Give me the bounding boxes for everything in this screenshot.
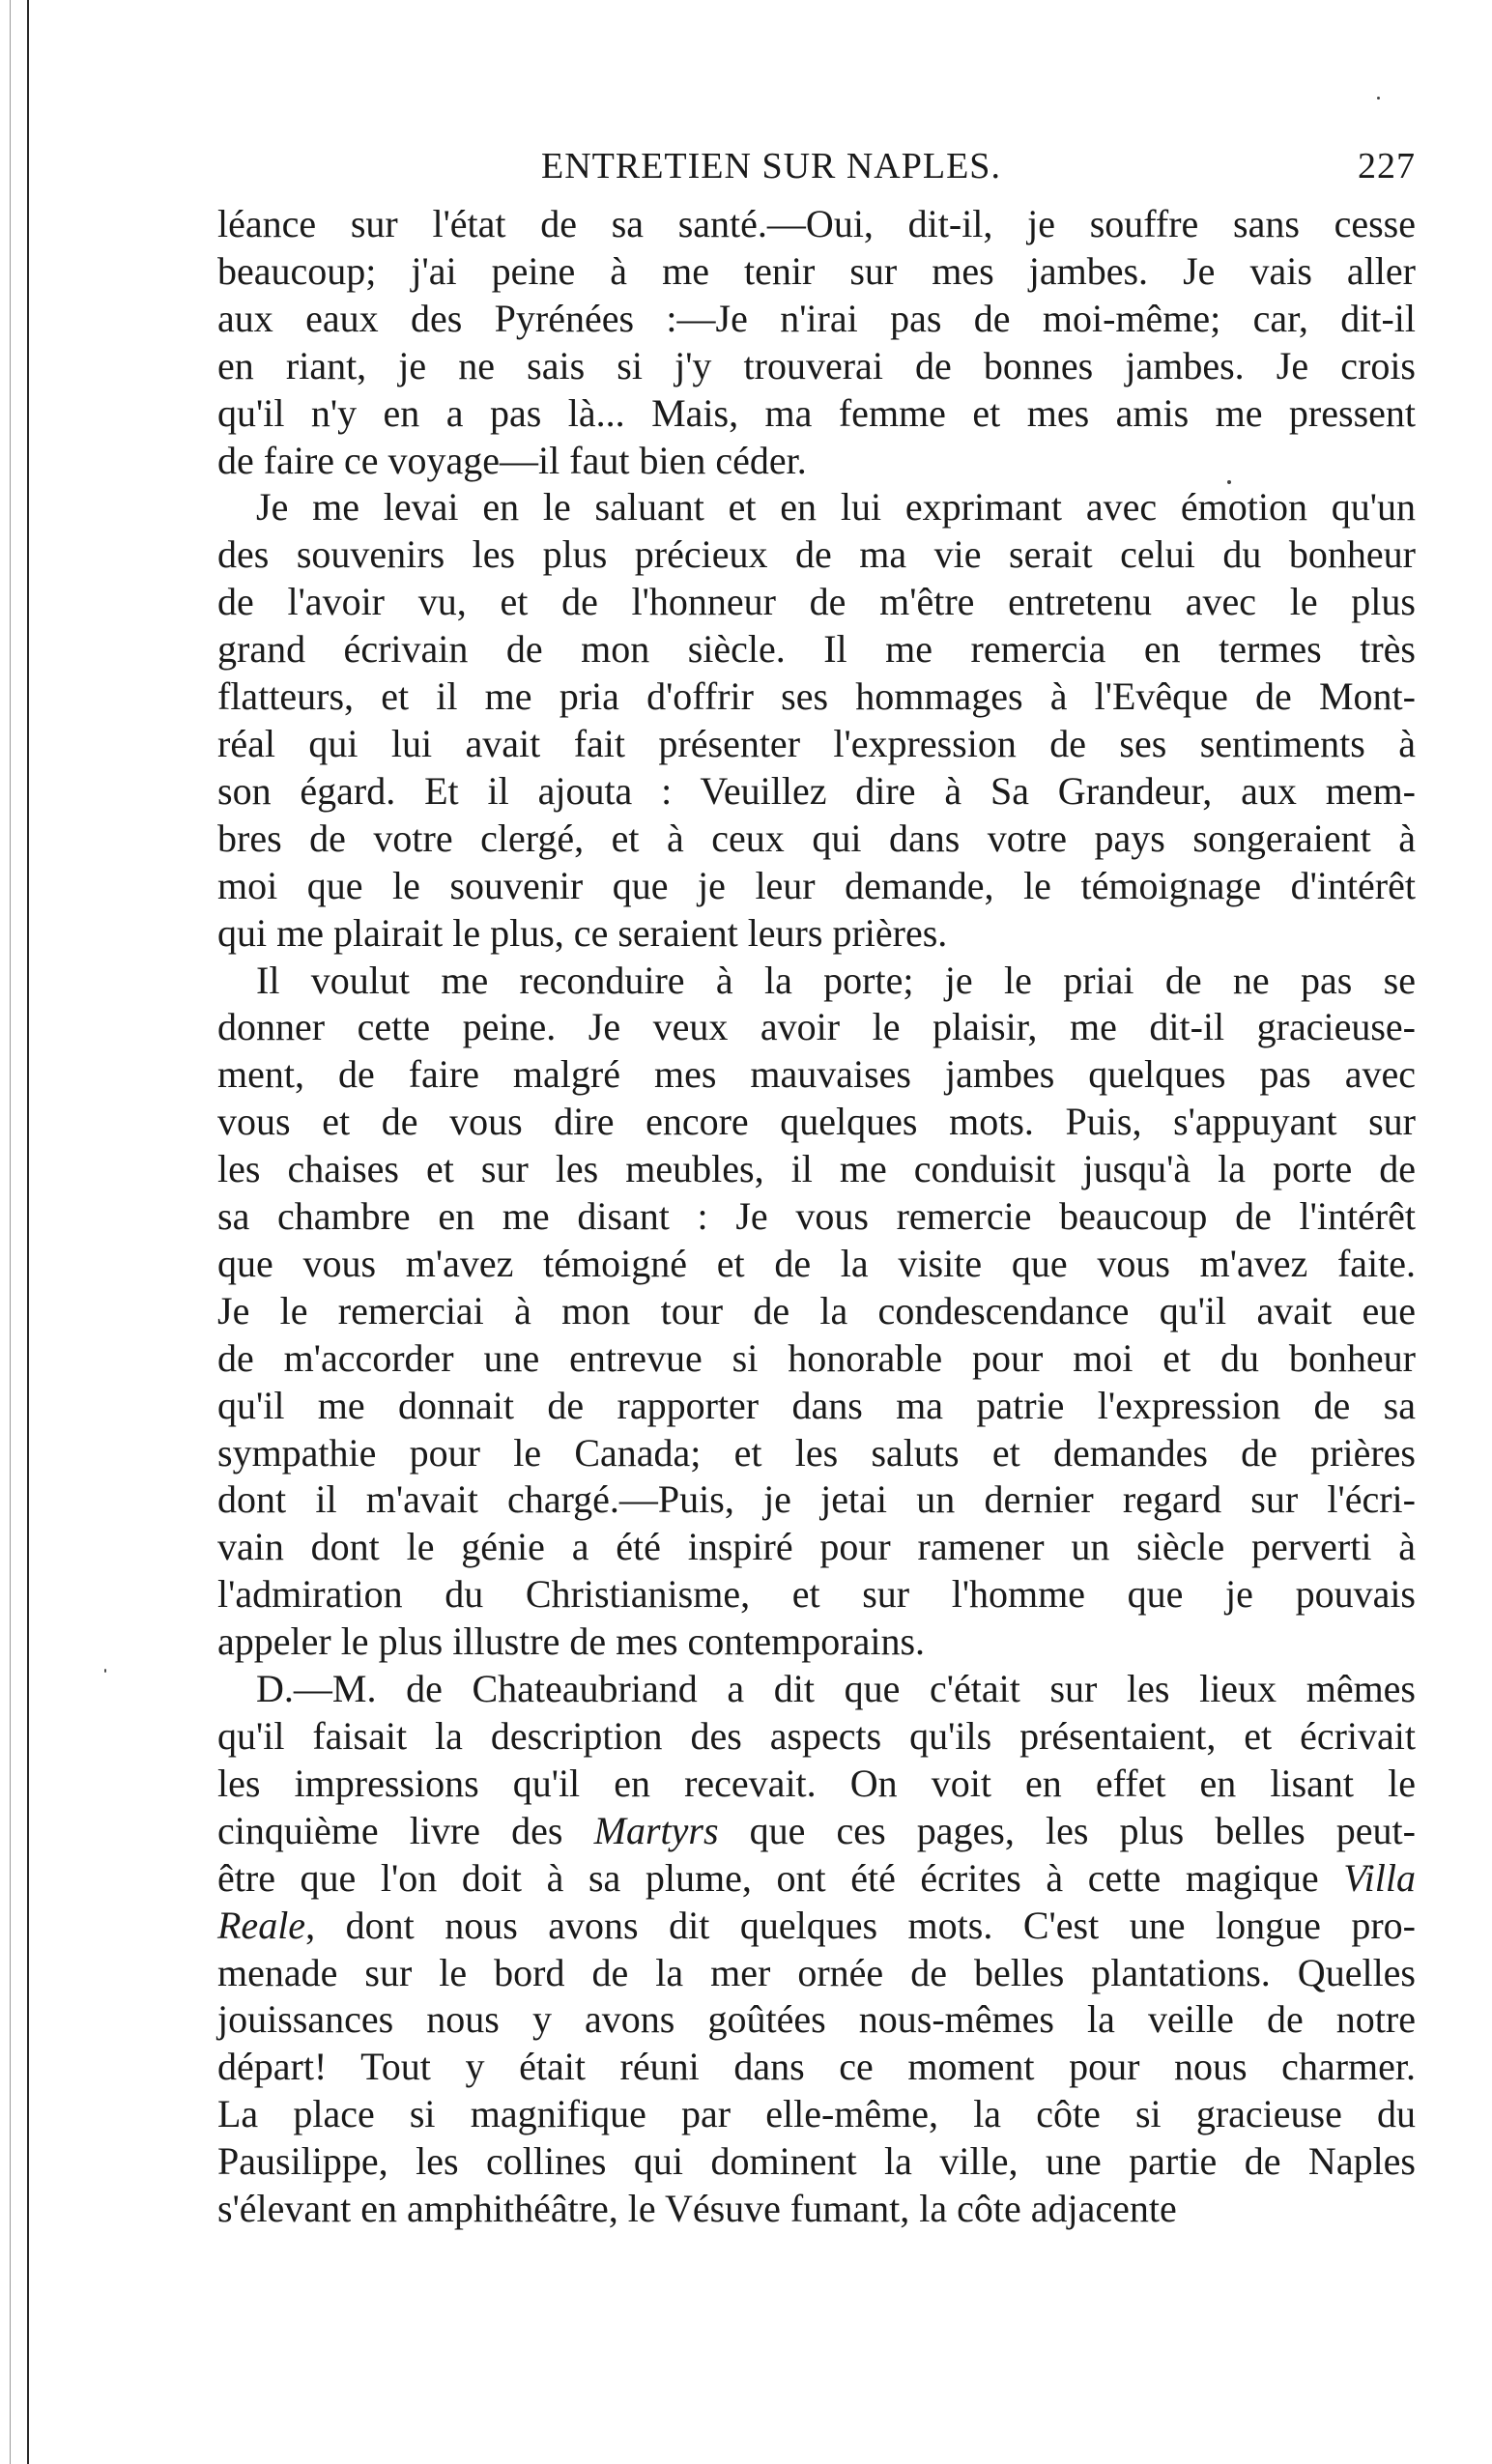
text-line: sympathie pour le Canada; et les saluts et demandes de prières — [217, 1430, 1416, 1475]
text-line: ment, de faire malgré mes mauvaises jambes quelques pas avec — [217, 1052, 1416, 1097]
print-speck — [1377, 97, 1380, 100]
text-line: La place si magnifique par elle-même, la côte si gracieuse du — [217, 2092, 1416, 2136]
text-line: qu'il faisait la description des aspects qu'ils présentaient, et écrivait — [217, 1714, 1416, 1758]
text-line: vain dont le génie a été inspiré pour ramener un siècle perverti à — [217, 1525, 1416, 1569]
text-line: des souvenirs les plus précieux de ma vie serait celui du bonheur — [217, 532, 1416, 577]
text-line: les chaises et sur les meubles, il me conduisit jusqu'à la porte de — [217, 1147, 1416, 1191]
paragraph — [217, 958, 1416, 1667]
text-line: de faire ce voyage—il faut bien céder. — [217, 438, 807, 482]
text-line: donner cette peine. Je veux avoir le plaisir, me dit-il gracieuse- — [217, 1005, 1416, 1049]
text-line: réal qui lui avait fait présenter l'expression de ses sentiments à — [217, 721, 1416, 765]
text-line: vous et de vous dire encore quelques mots. Puis, s'appuyant sur — [217, 1100, 1416, 1144]
text-line: dont il m'avait chargé.—Puis, je jetai un dernier regard sur l'écri- — [217, 1477, 1416, 1522]
book-page — [217, 145, 1416, 2233]
text-line: cinquième livre des Martyrs que ces pages, les plus belles peut- — [217, 1808, 1416, 1852]
text-line: que vous m'avez témoigné et de la visite que vous m'avez faite. — [217, 1241, 1416, 1285]
text-line: léance sur l'état de sa santé.—Oui, dit-il, je souffre sans cesse — [217, 202, 1416, 245]
text-line: beaucoup; j'ai peine à me tenir sur mes jambes. Je vais aller — [217, 248, 1416, 293]
text-line: l'admiration du Christianisme, et sur l'homme que je pouvais — [217, 1572, 1416, 1617]
text-line: de l'avoir vu, et de l'honneur de m'être entretenu avec le plus — [217, 580, 1416, 624]
text-line: bres de votre clergé, et à ceux qui dans votre pays songeraient à — [217, 816, 1416, 860]
text-line: départ! Tout y était réuni dans ce moment pour nous charmer. — [217, 2045, 1416, 2089]
text-line: Je le remerciai à mon tour de la condescendance qu'il avait eue — [217, 1288, 1416, 1332]
text-line: être que l'on doit à sa plume, ont été écrites à cette magique Villa — [217, 1855, 1416, 1900]
paragraph — [217, 1666, 1416, 2233]
page-binding-shadow — [10, 0, 11, 2464]
page-number: 227 — [1358, 146, 1416, 186]
text-line: de m'accorder une entrevue si honorable pour moi et du bonheur — [217, 1335, 1416, 1380]
running-title: ENTRETIEN SUR NAPLES. — [541, 146, 1001, 186]
text-line: D.—M. de Chateaubriand a dit que c'était sur les lieux mêmes — [256, 1667, 1416, 1711]
text-line: les impressions qu'il en recevait. On voit en effet en lisant le — [217, 1761, 1416, 1805]
text-line: Reale, dont nous avons dit quelques mots. C'est une longue pro- — [217, 1903, 1416, 1947]
text-line: moi que le souvenir que je leur demande, le témoignage d'intérêt — [217, 863, 1416, 907]
text-line: en riant, je ne sais si j'y trouverai de bonnes jambes. Je crois — [217, 343, 1416, 387]
page-binding-edge — [27, 0, 29, 2464]
text-line: jouissances nous y avons goûtées nous-mêmes la veille de notre — [217, 1997, 1416, 2042]
paragraph — [217, 201, 1416, 484]
text-line: aux eaux des Pyrénées :—Je n'irai pas de moi-même; car, dit-il — [217, 296, 1416, 340]
text-line: sa chambre en me disant : Je vous remercie beaucoup de l'intérêt — [217, 1194, 1416, 1239]
text-line: qu'il n'y en a pas là... Mais, ma femme et mes amis me pressent — [217, 390, 1416, 435]
text-line: flatteurs, et il me pria d'offrir ses hommages à l'Evêque de Mont- — [217, 674, 1416, 719]
text-line: grand écrivain de mon siècle. Il me remercia en termes très — [217, 627, 1416, 672]
text-line: appeler le plus illustre de mes contemporains. — [217, 1619, 926, 1664]
text-line: Il voulut me reconduire à la porte; je le priai de ne pas se — [256, 958, 1416, 1002]
text-line: s'élevant en amphithéâtre, le Vésuve fumant, la côte adjacente — [217, 2187, 1177, 2231]
text-line: qu'il me donnait de rapporter dans ma patrie l'expression de sa — [217, 1383, 1416, 1427]
running-header — [217, 145, 1416, 201]
text-line: Pausilippe, les collines qui dominent la ville, une partie de Naples — [217, 2139, 1416, 2184]
body-text — [217, 201, 1416, 2233]
text-line: son égard. Et il ajouta : Veuillez dire à Sa Grandeur, aux mem- — [217, 768, 1416, 813]
text-line: qui me plairait le plus, ce seraient leurs prières. — [217, 910, 948, 955]
text-line: menade sur le bord de la mer ornée de belles plantations. Quelles — [217, 1950, 1416, 1994]
paragraph — [217, 484, 1416, 957]
text-line: Je me levai en le saluant et en lui exprimant avec émotion qu'un — [256, 485, 1416, 530]
print-speck — [104, 1669, 106, 1673]
